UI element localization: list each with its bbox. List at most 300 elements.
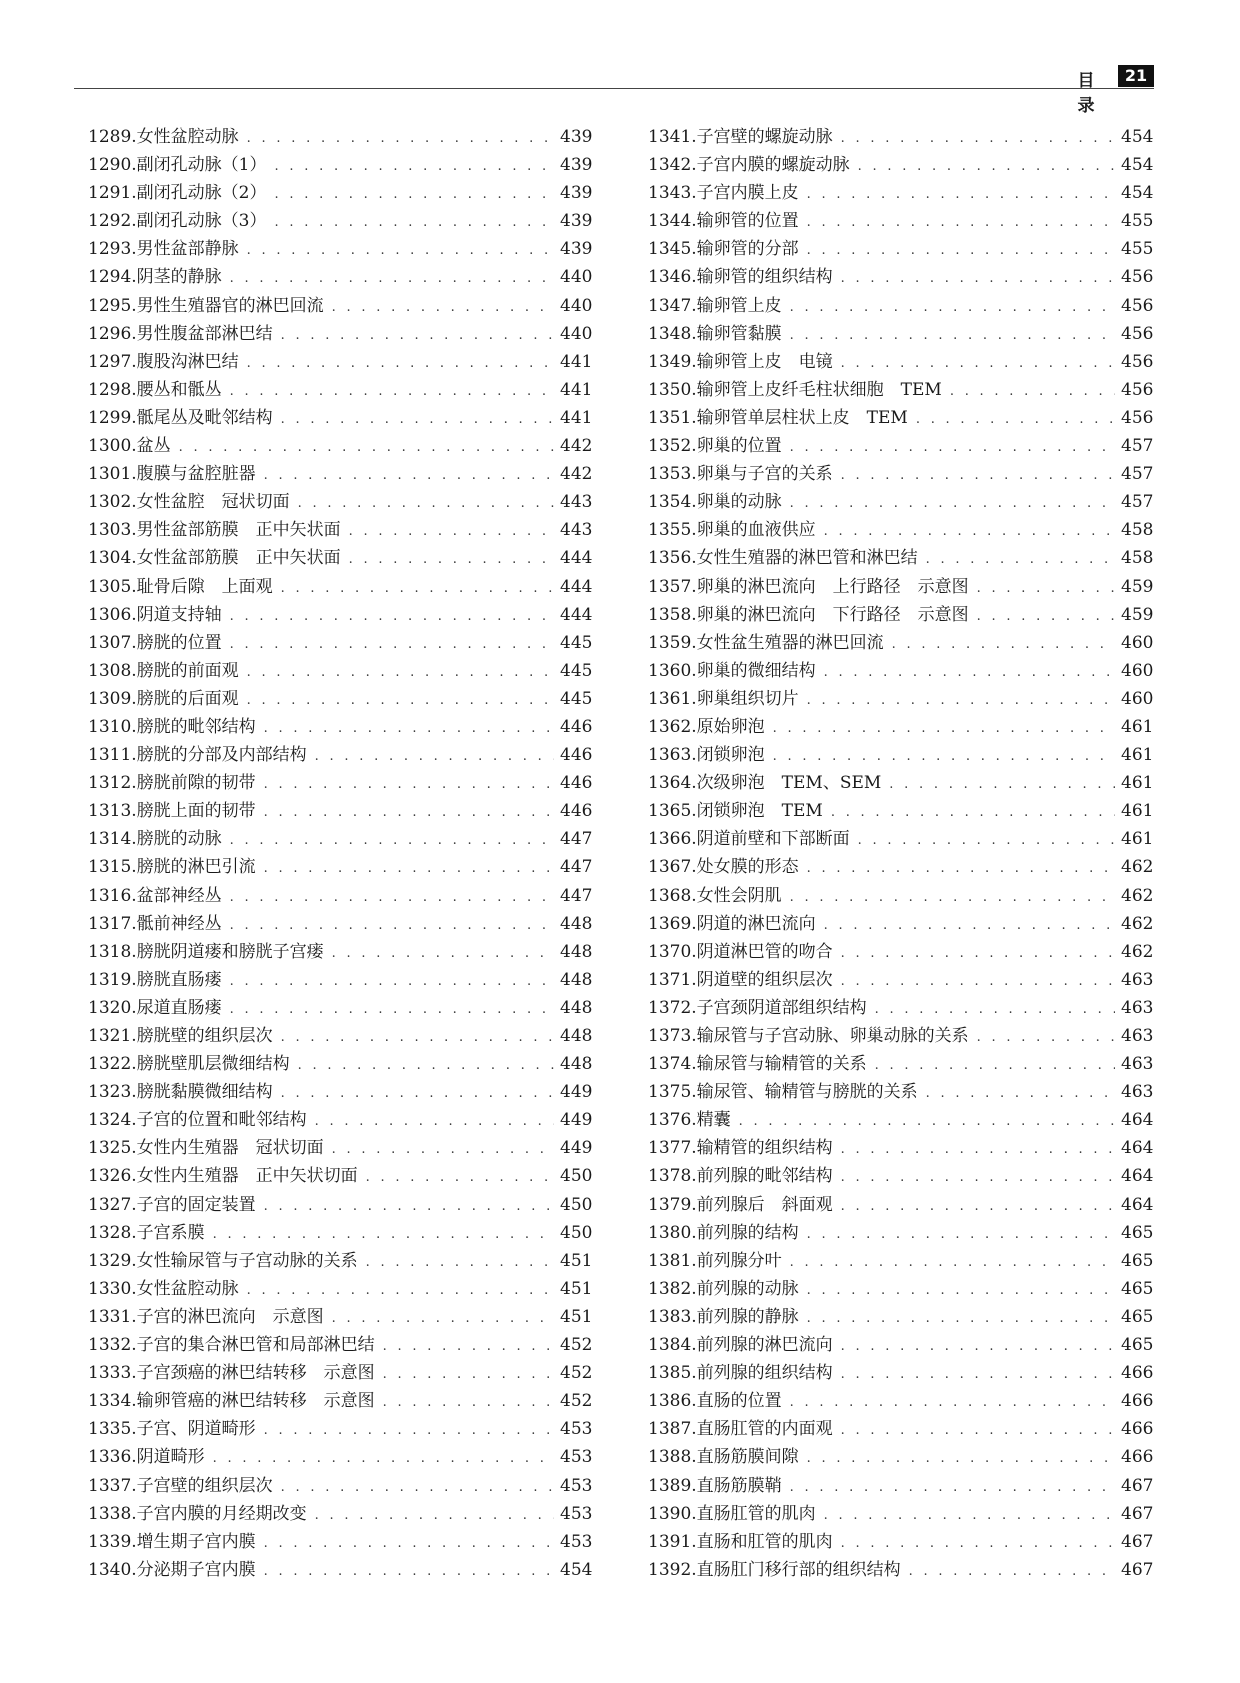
- toc-entry-page: 447: [560, 857, 592, 878]
- toc-entry-page: 457: [1121, 436, 1153, 457]
- dot-leader: [824, 659, 1115, 685]
- dot-leader: [264, 715, 554, 741]
- toc-entry-page: 456: [1121, 407, 1153, 428]
- toc-entry-page: 452: [560, 1391, 592, 1412]
- toc-entry: [88, 1415, 592, 1443]
- dot-leader: [790, 434, 1115, 460]
- toc-entry-title: 1362.原始卵泡: [648, 716, 765, 737]
- toc-entry: [648, 966, 1153, 994]
- toc-entry: [648, 994, 1153, 1022]
- toc-entry-title: 1308.膀胱的前面观: [88, 660, 239, 681]
- dot-leader: [383, 1333, 554, 1359]
- toc-entry-title: 1389.直肠筋膜鞘: [648, 1475, 782, 1496]
- toc-entry-title: 1317.骶前神经丛: [88, 913, 222, 934]
- toc-entry-title: 1306.阴道支持轴: [88, 604, 222, 625]
- dot-leader: [247, 1277, 554, 1303]
- toc-entry-title: 1304.女性盆部筋膜 正中矢状面: [88, 548, 341, 569]
- toc-entry-title: 1359.女性盆生殖器的淋巴回流: [648, 632, 884, 653]
- toc-entry: [648, 1472, 1153, 1500]
- dot-leader: [824, 912, 1115, 938]
- toc-entry-title: 1333.子宫颈癌的淋巴结转移 示意图: [88, 1363, 375, 1384]
- toc-entry: [88, 516, 592, 544]
- toc-entry-page: 456: [1121, 295, 1153, 316]
- toc-entry: [88, 825, 592, 853]
- toc-entry-page: 441: [560, 351, 592, 372]
- dot-leader: [332, 940, 554, 966]
- toc-entry-title: 1299.骶尾丛及毗邻结构: [88, 407, 273, 428]
- dot-leader: [773, 743, 1115, 769]
- dot-leader: [841, 350, 1115, 376]
- toc-entry-title: 1360.卵巢的微细结构: [648, 660, 816, 681]
- toc-entry: [648, 263, 1153, 291]
- dot-leader: [315, 743, 554, 769]
- toc-entry: [648, 769, 1153, 797]
- dot-leader: [264, 1193, 554, 1219]
- toc-entry-title: 1388.直肠筋膜间隙: [648, 1447, 799, 1468]
- dot-leader: [831, 799, 1115, 825]
- dot-leader: [366, 1249, 554, 1275]
- dot-leader: [264, 771, 554, 797]
- toc-entry-title: 1342.子宫内膜的螺旋动脉: [648, 155, 850, 176]
- toc-entry: [648, 1247, 1153, 1275]
- dot-leader: [841, 462, 1115, 488]
- toc-entry-page: 459: [1121, 576, 1153, 597]
- toc-entry-title: 1379.前列腺后 斜面观: [648, 1194, 833, 1215]
- toc-entry: [88, 1275, 592, 1303]
- dot-leader: [366, 1164, 554, 1190]
- dot-leader: [315, 1502, 554, 1528]
- toc-entry-page: 465: [1121, 1306, 1153, 1327]
- toc-entry: [648, 629, 1153, 657]
- toc-entry: [88, 713, 592, 741]
- toc-entry-title: 1353.卵巢与子宫的关系: [648, 464, 833, 485]
- toc-entry-title: 1338.子宫内膜的月经期改变: [88, 1503, 307, 1524]
- toc-entry: [648, 882, 1153, 910]
- toc-entry: [88, 1106, 592, 1134]
- toc-entry: [648, 123, 1153, 151]
- toc-entry-title: 1367.处女膜的形态: [648, 857, 799, 878]
- dot-leader: [383, 1389, 554, 1415]
- toc-entry-page: 466: [1121, 1447, 1153, 1468]
- toc-entry-title: 1327.子宫的固定装置: [88, 1194, 256, 1215]
- dot-leader: [264, 1530, 554, 1556]
- dot-leader: [807, 237, 1115, 263]
- toc-entry-title: 1386.直肠的位置: [648, 1391, 782, 1412]
- dot-leader: [230, 603, 554, 629]
- toc-entry: [648, 1387, 1153, 1415]
- toc-entry: [88, 882, 592, 910]
- toc-entry-page: 464: [1121, 1166, 1153, 1187]
- dot-leader: [858, 827, 1115, 853]
- toc-entry-title: 1382.前列腺的动脉: [648, 1278, 799, 1299]
- toc-entry-page: 465: [1121, 1335, 1153, 1356]
- dot-leader: [274, 209, 554, 235]
- dot-leader: [841, 1361, 1115, 1387]
- toc-entry-title: 1296.男性腹盆部淋巴结: [88, 323, 273, 344]
- toc-entry: [88, 853, 592, 881]
- toc-entry-title: 1289.女性盆腔动脉: [88, 127, 239, 147]
- toc-entry: [648, 685, 1153, 713]
- dot-leader: [790, 1474, 1115, 1500]
- toc-entry-title: 1364.次级卵泡 TEM、SEM: [648, 773, 882, 794]
- toc-entry-title: 1375.输尿管、输精管与膀胱的关系: [648, 1082, 918, 1103]
- toc-entry-title: 1355.卵巢的血液供应: [648, 520, 816, 541]
- toc-entry-page: 466: [1121, 1363, 1153, 1384]
- toc-entry-page: 464: [1121, 1110, 1153, 1131]
- toc-entry-title: 1378.前列腺的毗邻结构: [648, 1166, 833, 1187]
- toc-entry-title: 1329.女性输尿管与子宫动脉的关系: [88, 1250, 358, 1271]
- toc-entry: [88, 179, 592, 207]
- toc-entry-page: 446: [560, 773, 592, 794]
- toc-entry: [648, 179, 1153, 207]
- toc-entry: [648, 1275, 1153, 1303]
- toc-entry-page: 444: [560, 548, 592, 569]
- toc-entry: [88, 1443, 592, 1471]
- dot-leader: [230, 912, 554, 938]
- dot-leader: [824, 518, 1115, 544]
- toc-entry: [88, 797, 592, 825]
- toc-entry: [88, 938, 592, 966]
- toc-entry-title: 1376.精囊: [648, 1110, 731, 1131]
- toc-entry: [88, 657, 592, 685]
- toc-entry-title: 1321.膀胱壁的组织层次: [88, 1026, 273, 1046]
- dot-leader: [264, 799, 554, 825]
- toc-entry: [88, 488, 592, 516]
- toc-entry-page: 456: [1121, 267, 1153, 288]
- dot-leader: [977, 575, 1115, 601]
- toc-entry-page: 451: [560, 1278, 592, 1299]
- toc-entry-page: 451: [560, 1250, 592, 1271]
- toc-entry-page: 441: [560, 407, 592, 428]
- toc-entry-title: 1291.副闭孔动脉（2）: [88, 183, 267, 204]
- toc-entry-page: 448: [560, 913, 592, 934]
- toc-entry: [648, 1443, 1153, 1471]
- toc-entry-title: 1350.输卵管上皮纤毛柱状细胞 TEM: [648, 379, 942, 400]
- toc-entry: [648, 1528, 1153, 1556]
- toc-entry: [648, 292, 1153, 320]
- dot-leader: [274, 153, 554, 179]
- toc-entry-page: 448: [560, 997, 592, 1018]
- dot-leader: [790, 1249, 1115, 1275]
- toc-entry-title: 1310.膀胱的毗邻结构: [88, 716, 256, 737]
- toc-entry-title: 1313.膀胱上面的韧带: [88, 801, 256, 822]
- toc-entry-page: 448: [560, 1054, 592, 1075]
- toc-entry-page: 454: [1121, 183, 1153, 204]
- toc-entry: [88, 910, 592, 938]
- toc-entry-page: 445: [560, 632, 592, 653]
- dot-leader: [841, 1193, 1115, 1219]
- toc-entry: [88, 994, 592, 1022]
- toc-entry: [88, 1500, 592, 1528]
- dot-leader: [332, 1136, 554, 1162]
- toc-entry-title: 1368.女性会阴肌: [648, 885, 782, 906]
- toc-entry-page: 451: [560, 1306, 592, 1327]
- toc-entry-page: 447: [560, 885, 592, 906]
- toc-entry-page: 453: [560, 1447, 592, 1468]
- toc-entry: [648, 1162, 1153, 1190]
- toc-entry-page: 466: [1121, 1419, 1153, 1440]
- toc-entry: [648, 1106, 1153, 1134]
- toc-entry-page: 453: [560, 1503, 592, 1524]
- toc-entry-title: 1336.阴道畸形: [88, 1447, 205, 1468]
- toc-entry-title: 1318.膀胱阴道瘘和膀胱子宫瘘: [88, 941, 324, 962]
- dot-leader: [332, 1305, 554, 1331]
- toc-entry: [648, 1415, 1153, 1443]
- dot-leader: [790, 294, 1115, 320]
- toc-entry-title: 1341.子宫壁的螺旋动脉: [648, 127, 833, 147]
- toc-entry: [648, 797, 1153, 825]
- toc-entry-title: 1373.输尿管与子宫动脉、卵巢动脉的关系: [648, 1026, 969, 1046]
- dot-leader: [807, 1221, 1115, 1247]
- toc-entry-title: 1391.直肠和肛管的肌肉: [648, 1531, 833, 1552]
- toc-entry: [648, 1500, 1153, 1528]
- toc-entry: [88, 1528, 592, 1556]
- toc-entry-title: 1294.阴茎的静脉: [88, 267, 222, 288]
- toc-entry-page: 461: [1121, 745, 1153, 766]
- dot-leader: [858, 153, 1115, 179]
- dot-leader: [264, 1417, 554, 1443]
- page-number-badge: 21: [1118, 65, 1154, 87]
- toc-entry: [88, 1022, 592, 1050]
- toc-entry-page: 463: [1121, 1054, 1153, 1075]
- toc-entry-title: 1343.子宫内膜上皮: [648, 183, 799, 204]
- toc-entry-page: 453: [560, 1419, 592, 1440]
- toc-entry: [88, 1162, 592, 1190]
- toc-entry-page: 459: [1121, 604, 1153, 625]
- toc-entry-page: 460: [1121, 632, 1153, 653]
- toc-entry-page: 455: [1121, 211, 1153, 232]
- toc-entry-page: 453: [560, 1531, 592, 1552]
- toc-entry-page: 456: [1121, 379, 1153, 400]
- dot-leader: [247, 659, 554, 685]
- toc-entry-title: 1361.卵巢组织切片: [648, 688, 799, 709]
- dot-leader: [230, 631, 554, 657]
- toc-entry-title: 1365.闭锁卵泡 TEM: [648, 801, 823, 822]
- toc-entry-title: 1339.增生期子宫内膜: [88, 1531, 256, 1552]
- dot-leader: [179, 434, 554, 460]
- toc-entry-title: 1315.膀胱的淋巴引流: [88, 857, 256, 878]
- dot-leader: [841, 1530, 1115, 1556]
- toc-entry-page: 467: [1121, 1559, 1153, 1580]
- toc-entry: [648, 460, 1153, 488]
- toc-entry: [88, 320, 592, 348]
- toc-entry-page: 450: [560, 1194, 592, 1215]
- toc-entry-title: 1320.尿道直肠瘘: [88, 997, 222, 1018]
- dot-leader: [841, 1333, 1115, 1359]
- dot-leader: [213, 1221, 554, 1247]
- toc-left-column: [88, 123, 592, 1584]
- toc-entry-title: 1332.子宫的集合淋巴管和局部淋巴结: [88, 1335, 375, 1356]
- dot-leader: [230, 378, 554, 404]
- toc-entry-title: 1303.男性盆部筋膜 正中矢状面: [88, 520, 341, 541]
- toc-entry-page: 460: [1121, 660, 1153, 681]
- dot-leader: [807, 687, 1115, 713]
- toc-entry-title: 1330.女性盆腔动脉: [88, 1278, 239, 1299]
- toc-entry-page: 467: [1121, 1531, 1153, 1552]
- toc-entry: [88, 151, 592, 179]
- toc-entry: [88, 292, 592, 320]
- dot-leader: [841, 1417, 1115, 1443]
- dot-leader: [807, 1305, 1115, 1331]
- dot-leader: [315, 1108, 554, 1134]
- dot-leader: [841, 968, 1115, 994]
- dot-leader: [281, 1024, 554, 1050]
- toc-entry-page: 465: [1121, 1278, 1153, 1299]
- dot-leader: [281, 322, 554, 348]
- toc-entry-title: 1301.腹膜与盆腔脏器: [88, 464, 256, 485]
- dot-leader: [230, 827, 554, 853]
- toc-entry-page: 439: [560, 239, 592, 260]
- toc-entry: [88, 1247, 592, 1275]
- toc-entry-page: 444: [560, 576, 592, 597]
- toc-entry-page: 440: [560, 295, 592, 316]
- toc-entry-page: 449: [560, 1138, 592, 1159]
- toc-entry-page: 454: [1121, 155, 1153, 176]
- toc-entry: [88, 544, 592, 572]
- toc-entry-page: 445: [560, 660, 592, 681]
- toc-entry-title: 1345.输卵管的分部: [648, 239, 799, 260]
- toc-entry-page: 464: [1121, 1138, 1153, 1159]
- toc-entry-page: 446: [560, 801, 592, 822]
- dot-leader: [841, 265, 1115, 291]
- toc-entry-page: 456: [1121, 351, 1153, 372]
- toc-entry: [648, 1022, 1153, 1050]
- toc-entry-title: 1385.前列腺的组织结构: [648, 1363, 833, 1384]
- toc-entry: [88, 348, 592, 376]
- dot-leader: [875, 1052, 1115, 1078]
- toc-entry-title: 1387.直肠肛管的内面观: [648, 1419, 833, 1440]
- dot-leader: [824, 1502, 1115, 1528]
- dot-leader: [841, 1164, 1115, 1190]
- toc-entry-page: 439: [560, 155, 592, 176]
- header-rule: [74, 88, 1154, 89]
- toc-entry-page: 446: [560, 745, 592, 766]
- toc-entry: [648, 938, 1153, 966]
- toc-entry: [88, 376, 592, 404]
- toc-entry-page: 465: [1121, 1250, 1153, 1271]
- toc-entry-title: 1371.阴道壁的组织层次: [648, 969, 833, 990]
- toc-entry: [88, 966, 592, 994]
- toc-entry-title: 1293.男性盆部静脉: [88, 239, 239, 260]
- toc-entry: [648, 1134, 1153, 1162]
- toc-entry-title: 1381.前列腺分叶: [648, 1250, 782, 1271]
- toc-entry-page: 465: [1121, 1222, 1153, 1243]
- toc-entry-page: 463: [1121, 997, 1153, 1018]
- toc-entry: [648, 320, 1153, 348]
- toc-entry-page: 448: [560, 941, 592, 962]
- toc-entry-page: 448: [560, 969, 592, 990]
- toc-entry-page: 444: [560, 604, 592, 625]
- toc-entry: [88, 1359, 592, 1387]
- toc-entry-page: 462: [1121, 857, 1153, 878]
- toc-entry-page: 454: [560, 1559, 592, 1580]
- toc-entry-title: 1309.膀胱的后面观: [88, 688, 239, 709]
- dot-leader: [230, 968, 554, 994]
- toc-entry-title: 1354.卵巢的动脉: [648, 492, 782, 513]
- toc-entry-page: 458: [1121, 520, 1153, 541]
- dot-leader: [298, 1052, 554, 1078]
- toc-entry-title: 1319.膀胱直肠瘘: [88, 969, 222, 990]
- toc-entry: [88, 432, 592, 460]
- dot-leader: [977, 603, 1115, 629]
- dot-leader: [230, 265, 554, 291]
- dot-leader: [926, 1080, 1115, 1106]
- dot-leader: [281, 1080, 554, 1106]
- dot-leader: [977, 1024, 1115, 1050]
- dot-leader: [807, 855, 1115, 881]
- toc-entry-title: 1307.膀胱的位置: [88, 632, 222, 653]
- toc-entry: [88, 1050, 592, 1078]
- dot-leader: [383, 1361, 554, 1387]
- toc-entry: [88, 460, 592, 488]
- toc-entry: [88, 1556, 592, 1584]
- toc-entry-page: 463: [1121, 1026, 1153, 1046]
- dot-leader: [889, 771, 1115, 797]
- toc-entry-title: 1392.直肠肛门移行部的组织结构: [648, 1559, 901, 1580]
- toc-entry: [88, 601, 592, 629]
- dot-leader: [916, 406, 1115, 432]
- toc-entry-title: 1314.膀胱的动脉: [88, 829, 222, 850]
- dot-leader: [950, 378, 1115, 404]
- toc-entry-page: 442: [560, 464, 592, 485]
- toc-entry: [88, 1191, 592, 1219]
- toc-entry-title: 1357.卵巢的淋巴流向 上行路径 示意图: [648, 576, 969, 597]
- toc-entry: [88, 404, 592, 432]
- dot-leader: [807, 1277, 1115, 1303]
- toc-entry: [648, 1191, 1153, 1219]
- toc-entry-page: 456: [1121, 323, 1153, 344]
- toc-entry-title: 1377.输精管的组织结构: [648, 1138, 833, 1159]
- dot-leader: [790, 322, 1115, 348]
- toc-entry-page: 457: [1121, 464, 1153, 485]
- dot-leader: [349, 546, 554, 572]
- toc-entry-page: 450: [560, 1222, 592, 1243]
- toc-entry: [88, 263, 592, 291]
- toc-entry-title: 1292.副闭孔动脉（3）: [88, 211, 267, 232]
- toc-entry-page: 441: [560, 379, 592, 400]
- dot-leader: [807, 1445, 1115, 1471]
- toc-entry-title: 1366.阴道前壁和下部断面: [648, 829, 850, 850]
- toc-entry-page: 447: [560, 829, 592, 850]
- toc-entry-title: 1331.子宫的淋巴流向 示意图: [88, 1306, 324, 1327]
- toc-entry: [648, 1556, 1153, 1584]
- dot-leader: [247, 350, 554, 376]
- toc-entry-title: 1352.卵巢的位置: [648, 436, 782, 457]
- dot-leader: [807, 209, 1115, 235]
- toc-entry-page: 458: [1121, 548, 1153, 569]
- dot-leader: [790, 884, 1115, 910]
- toc-entry-page: 463: [1121, 969, 1153, 990]
- toc-entry-page: 440: [560, 323, 592, 344]
- toc-entry-title: 1348.输卵管黏膜: [648, 323, 782, 344]
- toc-entry: [648, 348, 1153, 376]
- toc-entry: [648, 207, 1153, 235]
- toc-entry: [88, 1387, 592, 1415]
- toc-entry-title: 1325.女性内生殖器 冠状切面: [88, 1138, 324, 1159]
- toc-entry-title: 1295.男性生殖器官的淋巴回流: [88, 295, 324, 316]
- toc-entry-page: 445: [560, 688, 592, 709]
- toc-entry-page: 462: [1121, 941, 1153, 962]
- dot-leader: [264, 855, 554, 881]
- toc-entry-title: 1305.耻骨后隙 上面观: [88, 576, 273, 597]
- toc-entry-page: 461: [1121, 829, 1153, 850]
- dot-leader: [773, 715, 1115, 741]
- dot-leader: [264, 462, 554, 488]
- toc-entry-page: 449: [560, 1110, 592, 1131]
- dot-leader: [807, 181, 1115, 207]
- toc-entry: [648, 376, 1153, 404]
- toc-entry: [648, 657, 1153, 685]
